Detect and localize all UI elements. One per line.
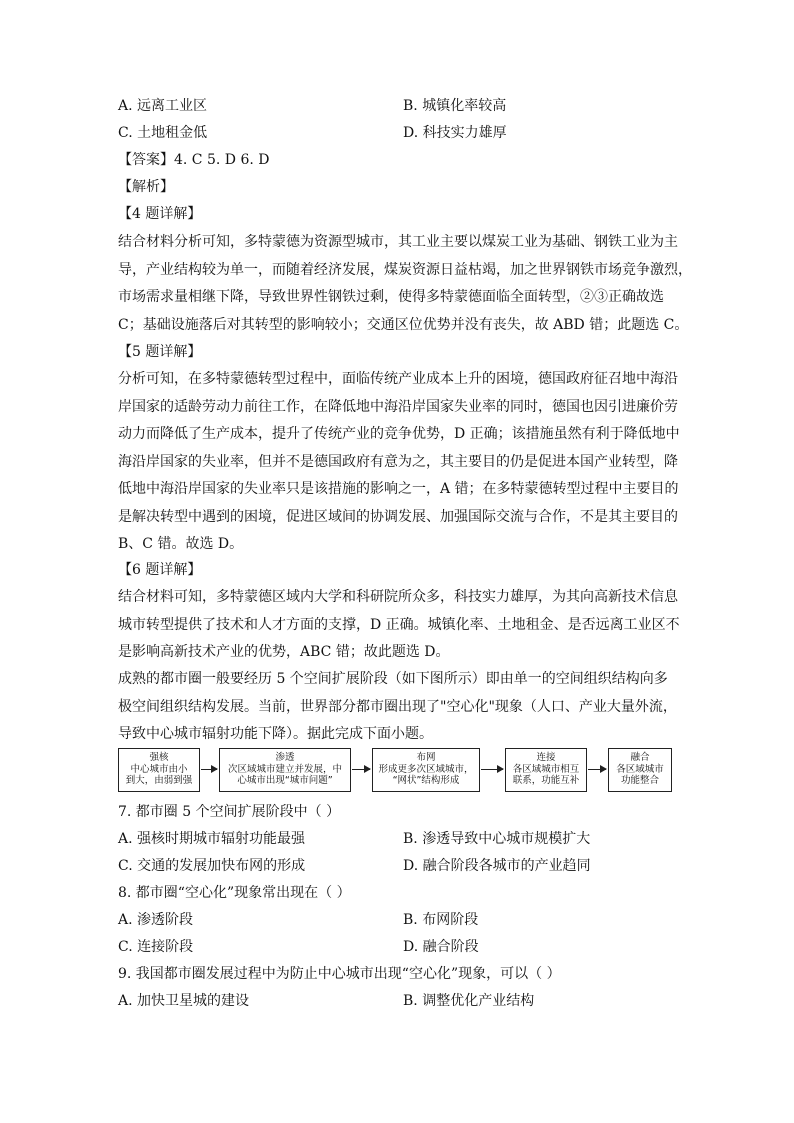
- q5-line: 是解决转型中遇到的困境，促进区域间的协调发展、加强国际交流与合作，不是其主要目的: [118, 508, 678, 525]
- stage-desc: 到大，由弱到强: [125, 775, 193, 786]
- stage-box-strong-core: [118, 748, 200, 792]
- q4-title: 【4 题详解】: [118, 206, 202, 222]
- q7-stem: 7. 都市圈 5 个空间扩展阶段中（ ）: [118, 804, 341, 820]
- q7-option-c: C. 交通的发展加快布网的形成: [118, 858, 306, 874]
- q8-option-d: D. 融合阶段: [403, 939, 479, 955]
- option-d: D. 科技实力雄厚: [403, 125, 507, 141]
- q5-line: 分析可知，在多特蒙德转型过程中，面临传统产业成本上升的困境，德国政府征召地中海沿: [118, 371, 678, 387]
- stage-box-penetration: [219, 748, 351, 792]
- arrow-icon: [481, 769, 503, 770]
- stage-title: 渗透: [275, 752, 295, 763]
- stage-title: 融合: [630, 752, 650, 763]
- q5-line: 动力而降低了生产成本，提升了传统产业的竞争优势，D 正确；该措施虽然有利于降低地中: [118, 426, 680, 442]
- expansion-stages-diagram: [118, 748, 672, 794]
- q4-explanation: [118, 229, 692, 339]
- stage-box-network: [372, 748, 480, 792]
- q6-explanation: [118, 584, 684, 667]
- q6-title: 【6 题详解】: [118, 562, 202, 578]
- stage-desc: 各区域城市相互: [512, 763, 580, 775]
- stage-desc: 心城市出现“城市问题”: [237, 775, 333, 786]
- intro-line: 极空间组织结构发展。当前，世界部分都市圈出现了"空心化"现象（人口、产业大量外流，: [118, 698, 677, 715]
- q4-line: 导，产业结构较为单一，而随着经济发展，煤炭资源日益枯竭，加之世界钢铁市场竞争激烈，: [118, 261, 692, 278]
- option-b: B. 城镇化率较高: [403, 98, 507, 114]
- stage-desc: 中心城市由小: [130, 763, 188, 775]
- q9-stem: 9. 我国都市圈发展过程中为防止中心城市出现“空心化”现象，可以（ ）: [118, 966, 561, 982]
- q9-option-a: A. 加快卫星城的建设: [118, 993, 250, 1009]
- q7-option-b: B. 渗透导致中心城市规模扩大: [403, 831, 591, 847]
- q4-line: 市场需求量相继下降，导致世界性钢铁过剩，使得多特蒙德面临全面转型，②③正确故选: [118, 289, 664, 305]
- q8-option-a: A. 渗透阶段: [118, 912, 194, 928]
- stage-title: 布网: [416, 752, 436, 763]
- option-c: C. 土地租金低: [118, 125, 208, 141]
- q5-line: 低地中海沿岸国家的失业率只是该措施的影响之一，A 错；在多特蒙德转型过程中主要目的: [118, 481, 679, 497]
- q7-option-a: A. 强核时期城市辐射功能最强: [118, 831, 306, 847]
- q5-line: 岸国家的适龄劳动力前往工作，在降低地中海沿岸国家失业率的同时，德国也因引进廉价劳: [118, 398, 678, 415]
- stage-title: 强核: [149, 752, 169, 763]
- q9-option-b: B. 调整优化产业结构: [403, 993, 535, 1009]
- arrow-icon: [201, 769, 217, 770]
- option-a: A. 远离工业区: [118, 98, 208, 114]
- analysis-title: 【解析】: [118, 179, 174, 195]
- q5-line: 海沿岸国家的失业率，但并不是德国政府有意为之，其主要目的仍是促进本国产业转型，降: [118, 453, 678, 470]
- q6-line: 城市转型提供了技术和人才方面的支撑，D 正确。城镇化率、土地租金、是否远离工业区不: [118, 616, 680, 633]
- q4-line: C；基础设施落后对其转型的影响较小；交通区位优势并没有丧失，故 ABD 错；此题选 C。: [118, 316, 689, 333]
- intro-line: 成熟的都市圈一般要经历 5 个空间扩展阶段（如下图所示）即由单一的空间组织结构向多: [118, 671, 668, 687]
- stage-desc: “网状”结构形成: [392, 775, 460, 786]
- q6-line: 是影响高新技术产业的优势，ABC 错；故此题选 D。: [118, 644, 450, 660]
- arrow-icon: [588, 769, 606, 770]
- answer-line: 【答案】4. C 5. D 6. D: [118, 152, 270, 168]
- arrow-icon: [352, 769, 370, 770]
- stage-desc: 次区域城市建立并发展，中: [227, 763, 342, 775]
- stage-desc: 功能整合: [620, 775, 659, 786]
- q6-line: 结合材料可知，多特蒙德区域内大学和科研院所众多，科技实力雄厚，为其向高新技术信息: [118, 589, 678, 605]
- material-intro: [118, 666, 684, 749]
- stage-desc: 联系，功能互补: [512, 775, 580, 786]
- q5-title: 【5 题详解】: [118, 344, 202, 360]
- stage-box-fusion: [608, 748, 672, 792]
- q5-line: B、C 错。故选 D。: [118, 536, 244, 552]
- stage-desc: 形成更多次区域城市，: [378, 763, 474, 775]
- q7-option-d: D. 融合阶段各城市的产业趋同: [403, 858, 591, 874]
- stage-desc: 各区域城市: [616, 763, 664, 775]
- q8-option-c: C. 连接阶段: [118, 939, 194, 955]
- q8-option-b: B. 布网阶段: [403, 912, 479, 928]
- stage-title: 连接: [536, 752, 556, 763]
- q8-stem: 8. 都市圈“空心化”现象常出现在（ ）: [118, 885, 351, 901]
- q4-line: 结合材料分析可知，多特蒙德为资源型城市，其工业主要以煤炭工业为基础、钢铁工业为主: [118, 234, 678, 250]
- stage-box-connection: [505, 748, 587, 792]
- q5-explanation: [118, 366, 684, 559]
- intro-line: 导致中心城市辐射功能下降）。据此完成下面小题。: [118, 726, 433, 742]
